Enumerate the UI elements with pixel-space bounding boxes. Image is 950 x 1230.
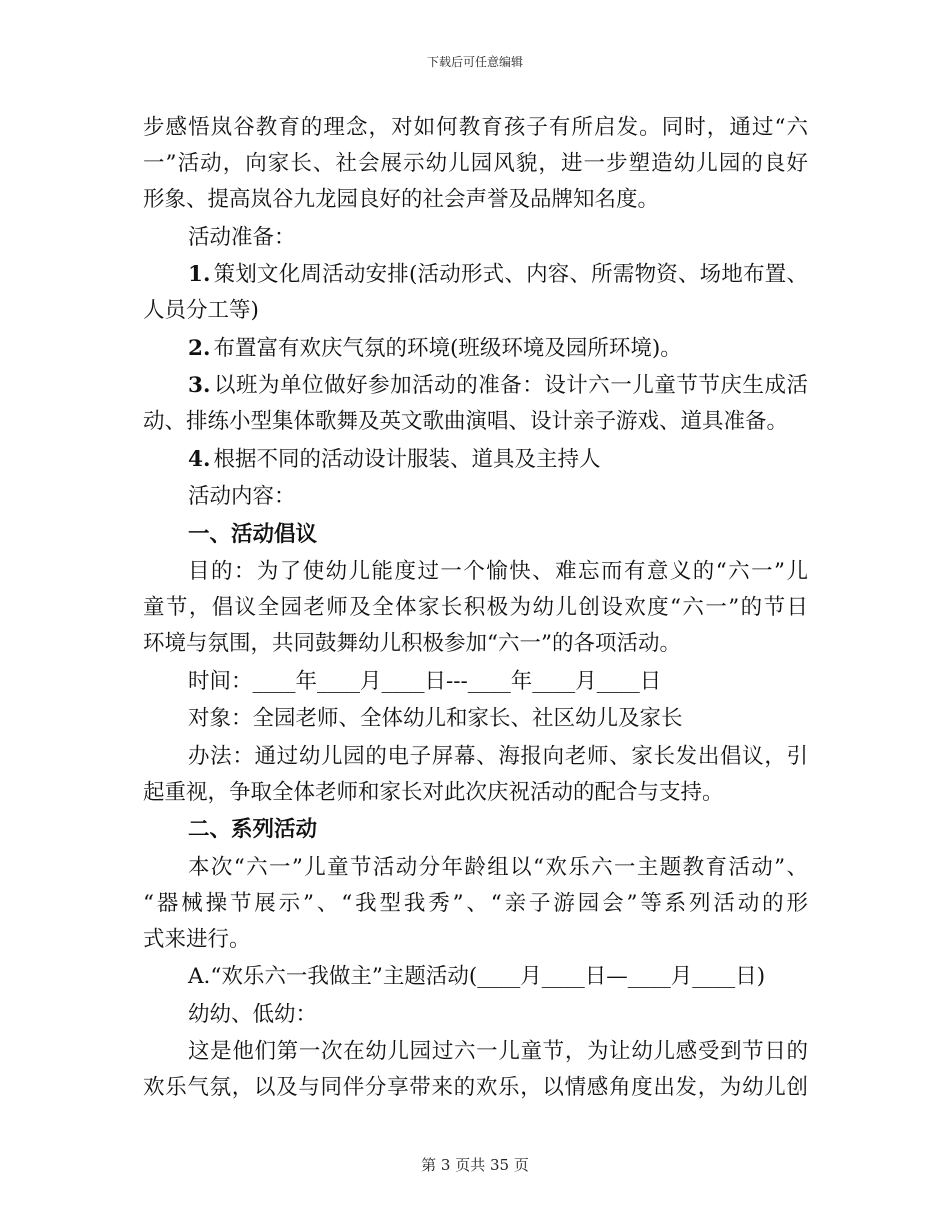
list-number: 2.: [188, 335, 211, 361]
text-line: 欢乐气氛，以及与同伴分享带来的欢乐，以情感角度出发，为幼儿创: [143, 1075, 808, 1100]
text-line: [143, 442, 808, 478]
section-heading: 二、系列活动: [188, 817, 318, 842]
text-line: A.“欢乐六一我做主”主题活动(____月____日—____月____日): [188, 964, 766, 989]
paragraph: [143, 554, 808, 662]
text-line: 本次“六一”儿童节活动分年龄组以“欢乐六一主题教育活动”、: [188, 854, 808, 880]
text-line: 目的：为了使幼儿能度过一个愉快、难忘而有意义的“六一”儿: [188, 559, 808, 584]
paragraph: [143, 997, 808, 1033]
text-line: 活动内容：: [188, 484, 296, 509]
text-line: [143, 257, 808, 293]
text-line: [143, 368, 808, 404]
item-text: 策划文化周活动安排(活动形式、内容、所需物资、场地布置、: [213, 262, 808, 287]
text-line: 起重视，争取全体老师和家长对此次庆祝活动的配合与支持。: [143, 779, 724, 805]
text-line: 对象：全园老师、全体幼儿和家长、社区幼儿及家长: [188, 706, 683, 731]
paragraph: [143, 701, 808, 737]
text-line: 步感悟岚谷教育的理念，对如何教育孩子有所启发。同时，通过“六: [143, 115, 808, 140]
section-heading: 一、活动倡议: [188, 521, 318, 547]
paragraph: [143, 664, 808, 700]
text-line: [143, 331, 808, 367]
numbered-item: [143, 442, 808, 478]
numbered-item: [143, 331, 808, 367]
text-line: 一”活动，向家长、社会展示幼儿园风貌，进一步塑造幼儿园的良好: [143, 151, 808, 176]
item-text: 根据不同的活动设计服装、道具及主持人: [213, 446, 601, 472]
section: [143, 812, 808, 848]
list-number: 3.: [188, 373, 211, 398]
text-line: 活动准备：: [188, 224, 296, 250]
numbered-item: [143, 368, 808, 440]
text-line: 式来进行。: [143, 926, 251, 952]
list-number: 4.: [188, 446, 211, 472]
list-number: 1.: [188, 262, 211, 287]
text-line: 童节，倡议全园老师及全体家长积极为幼儿创设欢度“六一”的节日: [143, 595, 808, 620]
text-line: 时间：____年____月____日---____年____月____日: [188, 668, 662, 694]
paragraph: [143, 850, 808, 958]
page-footer-number: 第 3 页共 35 页: [421, 1156, 529, 1174]
text-line: 人员分工等): [143, 298, 259, 323]
paragraph: [143, 479, 808, 515]
paragraph: [143, 110, 808, 218]
paragraph: [143, 1034, 808, 1106]
paragraph: [143, 959, 808, 995]
text-line: 办法：通过幼儿园的电子屏幕、海报向老师、家长发出倡议，引: [188, 743, 808, 769]
text-line: 动、排练小型集体歌舞及英文歌曲演唱、设计亲子游戏、道具准备。: [143, 409, 789, 434]
item-text: 布置富有欢庆气氛的环境(班级环境及园所环境)。: [213, 335, 682, 361]
section: [143, 517, 808, 553]
text-line: “器械操节展示”、“我型我秀”、“亲子游园会”等系列活动的形: [143, 890, 808, 916]
page-header-note: 下载后可任意编辑: [426, 55, 523, 69]
paragraph: [143, 739, 808, 811]
paragraph: [143, 220, 808, 256]
body-text: [143, 110, 808, 1106]
text-line: 形象、提高岚谷九龙园良好的社会声誉及品牌知名度。: [143, 187, 660, 212]
numbered-item: [143, 257, 808, 329]
text-line: 环境与氛围，共同鼓舞幼儿积极参加“六一”的各项活动。: [143, 631, 681, 656]
item-text: 以班为单位做好参加活动的准备：设计六一儿童节节庆生成活: [213, 373, 808, 398]
text-line: 幼幼、低幼：: [188, 1001, 318, 1027]
text-line: 这是他们第一次在幼儿园过六一儿童节，为让幼儿感受到节日的: [188, 1039, 808, 1064]
